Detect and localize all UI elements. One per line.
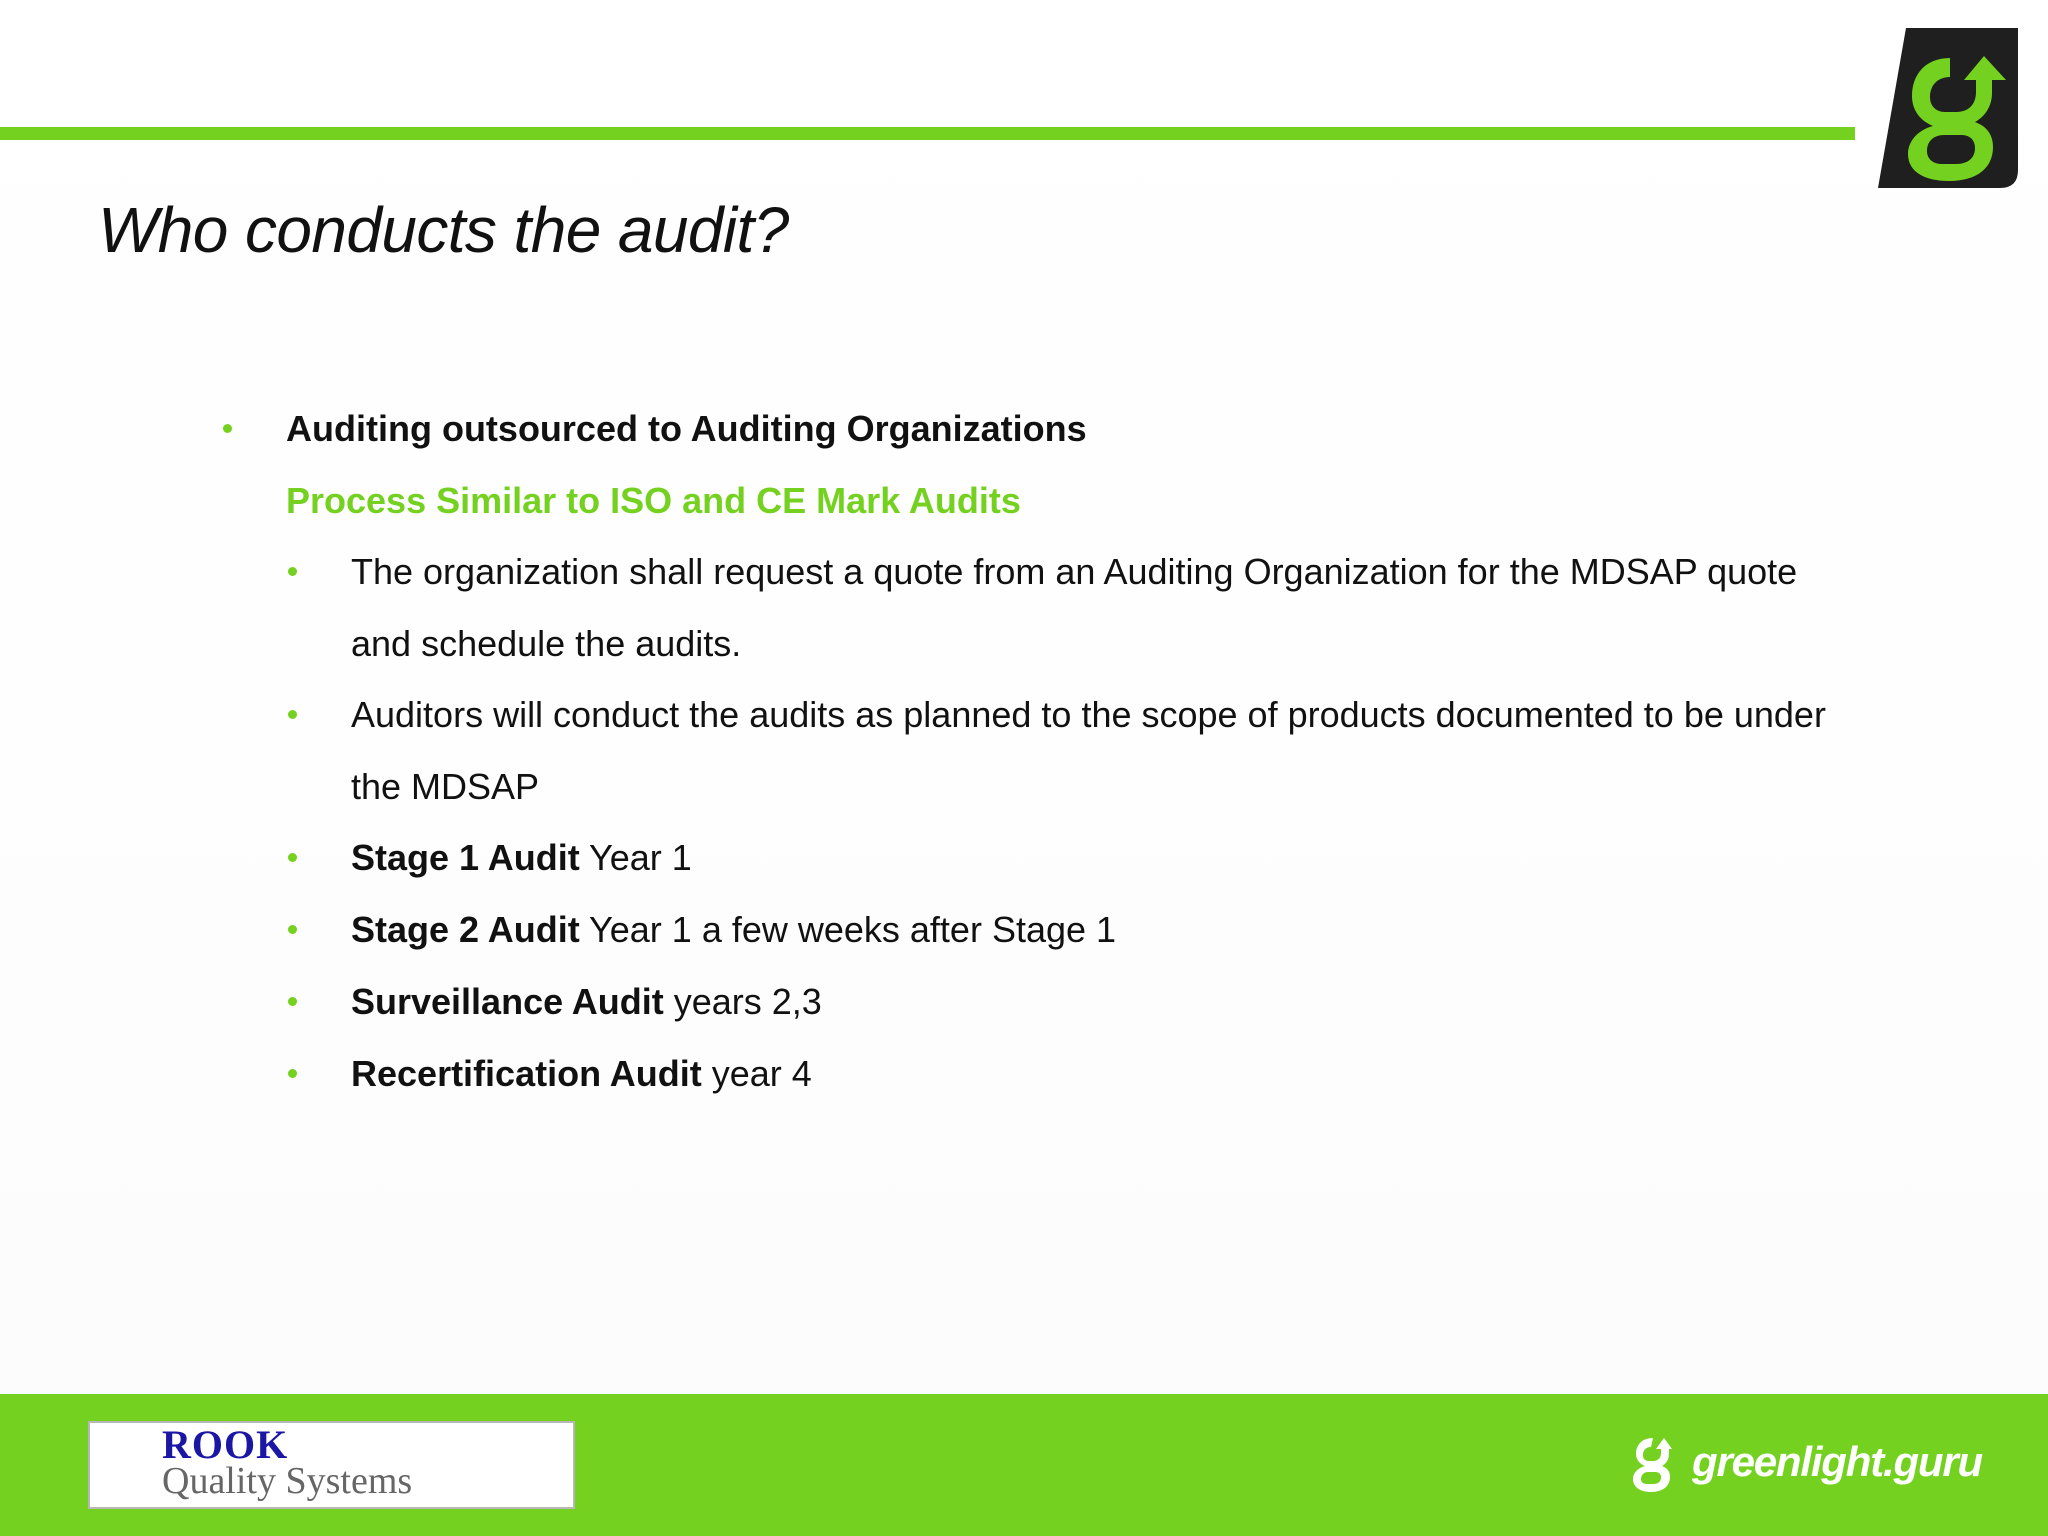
list-item	[351, 981, 822, 1022]
green-bullet-icon	[288, 853, 297, 862]
green-bullet-icon	[288, 997, 297, 1006]
slide-title: Who conducts the audit?	[98, 194, 789, 266]
audit-label: Recertification Audit	[351, 1053, 702, 1094]
audit-timing: year 4	[701, 1053, 812, 1094]
green-bullet-icon	[288, 1069, 297, 1078]
list-item	[351, 909, 1117, 950]
rook-quality-systems-logo	[88, 1421, 575, 1509]
audit-timing: Year 1	[579, 837, 692, 878]
green-bullet-icon	[288, 567, 297, 576]
audit-timing: years 2,3	[663, 981, 822, 1022]
audit-label: Surveillance Audit	[351, 981, 664, 1022]
main-bullet-heading: Auditing outsourced to Auditing Organizations	[286, 408, 1087, 449]
green-bullet-icon	[288, 710, 297, 719]
green-bullet-icon	[288, 925, 297, 934]
audit-label: Stage 2 Audit	[351, 909, 580, 950]
greenlight-guru-wordmark: greenlight.guru	[1692, 1438, 1982, 1485]
list-item-line: and schedule the audits.	[351, 623, 742, 664]
list-item-line: the MDSAP	[351, 766, 540, 807]
list-item	[351, 837, 692, 878]
rook-logo-word: ROOK	[162, 1422, 289, 1467]
list-item-line: The organization shall request a quote from an Auditing Organization for the MDSAP quote	[351, 551, 1798, 592]
audit-label: Stage 1 Audit	[351, 837, 580, 878]
process-subheading: Process Similar to ISO and CE Mark Audits	[286, 480, 1021, 521]
list-item-line: Auditors will conduct the audits as planned to the scope of products documented to be under	[351, 694, 1826, 735]
list-item	[351, 1053, 812, 1094]
greenlight-guru-footer-logo	[1630, 1435, 1982, 1499]
quality-systems-logo-word: Quality Systems	[162, 1460, 413, 1502]
audit-timing: Year 1 a few weeks after Stage 1	[579, 909, 1117, 950]
greenlight-g-icon	[1630, 1435, 1672, 1495]
green-bullet-icon	[223, 424, 232, 433]
